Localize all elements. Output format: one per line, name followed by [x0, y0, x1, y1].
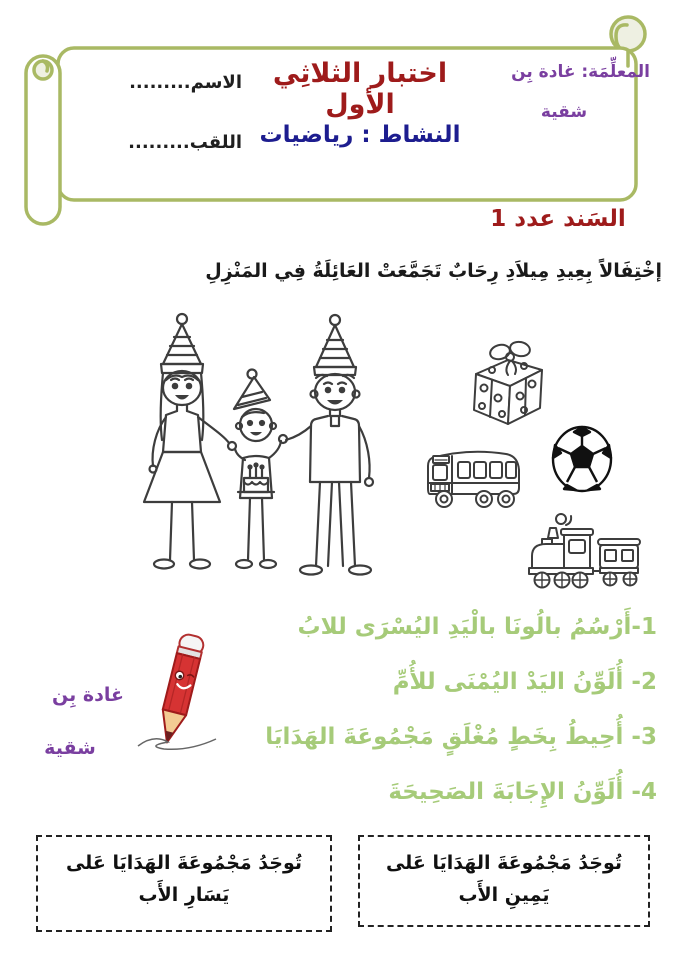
- teacher-name: [478, 60, 650, 125]
- section-heading: السَند عدد 1: [490, 206, 626, 232]
- child-figure: [234, 370, 281, 569]
- red-pencil-illustration: [132, 630, 232, 758]
- answer-box-left-of-father[interactable]: تُوجَدُ مَجْمُوعَةَ الهَدَايَا عَلى يَسَارِ الأَب: [36, 835, 332, 932]
- answer-box-right-of-father[interactable]: تُوجَدُ مَجْمُوعَةَ الهَدَايَا عَلى يَمِينِ الأَب: [358, 835, 650, 927]
- soccer-ball-illustration: [548, 422, 616, 496]
- activity-subject: النشاط : رياضيات: [259, 122, 461, 148]
- instruction-1: 1-أَرْسُمُ بالُونَا بالْيَدِ اليُسْرَى للابُ: [297, 614, 657, 640]
- signature-line2: شقية: [44, 737, 96, 759]
- surname-field[interactable]: اللقب.........: [128, 132, 242, 153]
- gift-box-illustration: [462, 336, 554, 430]
- signature-line1: غادة بِن: [52, 684, 124, 706]
- toy-train-illustration: [524, 510, 646, 592]
- section-intro-sentence: إخْتِفَالاً بِعِيدِ مِيلاَدِ رِحَابٌ تَجَمَّعَتْ العَائِلَةُ فِي المَنْزِلِ: [205, 260, 662, 282]
- father-figure: [279, 315, 373, 575]
- instruction-4: 4- أُلَوِّنُ الإِجَابَةَ الصَحِيحَةَ: [388, 779, 657, 805]
- pencil-squiggle: [138, 739, 216, 749]
- name-field[interactable]: الاسم.........: [129, 72, 242, 93]
- teacher-name-line2: شقية: [540, 101, 588, 122]
- instruction-2: 2- أُلَوِّنُ اليَدْ اليُمْنَى للأُمِّ: [392, 669, 657, 695]
- teacher-name-line1: المعلِّمَة: غادة بِن: [511, 62, 650, 82]
- exam-title: اختبار الثلاثِي الأول: [272, 58, 448, 120]
- mother-figure: [144, 314, 236, 569]
- family-illustration: [130, 310, 388, 602]
- school-bus-illustration: [418, 436, 526, 522]
- instruction-3: 3- أُحِيطُ بِخَطٍ مُغْلَقٍ مَجْمُوعَةَ الهَدَايَا: [265, 724, 657, 750]
